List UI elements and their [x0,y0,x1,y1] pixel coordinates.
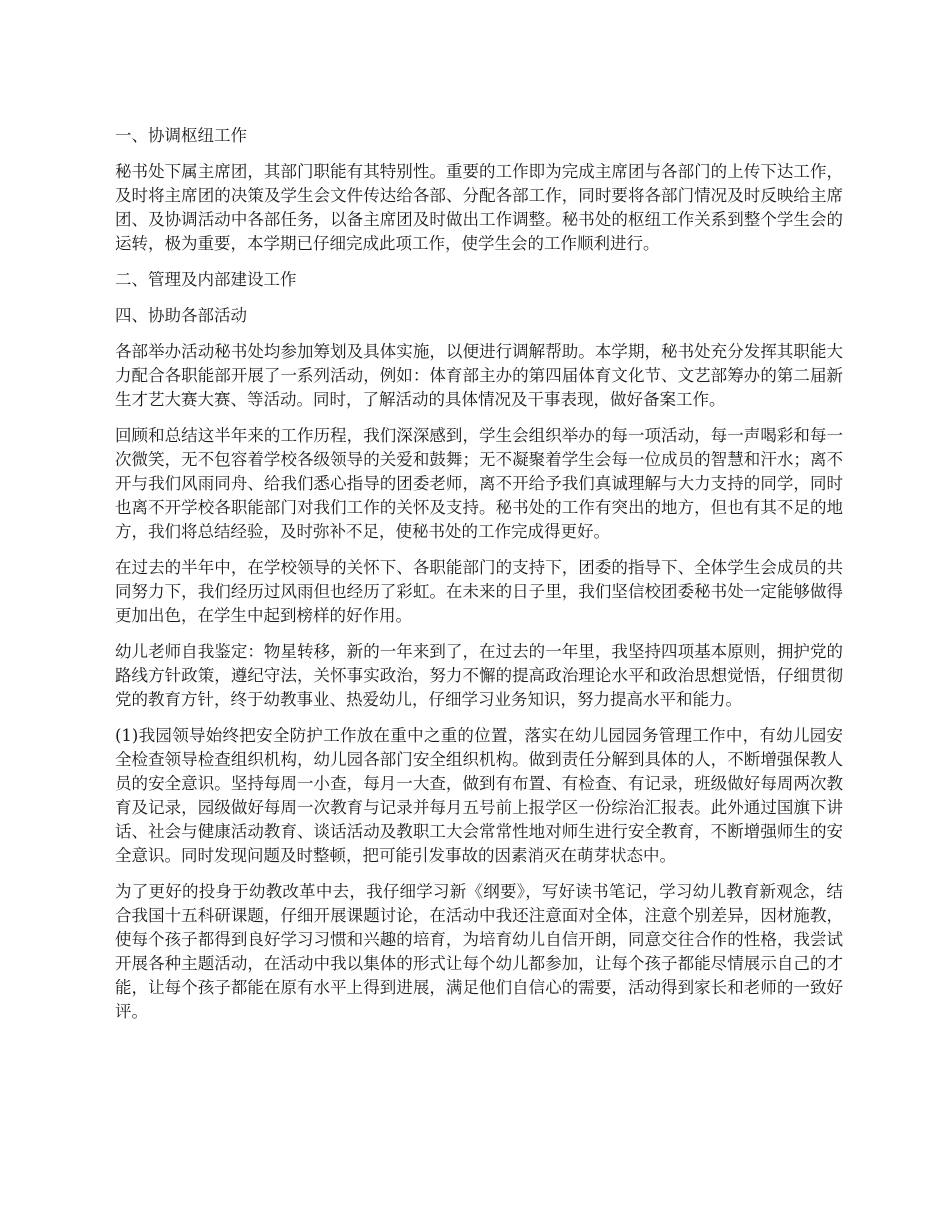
paragraph-review: 回顾和总结这半年来的工作历程，我们深深感到，学生会组织举办的每一项活动，每一声喝彩和每一次微笑，无不包容着学校各级领导的关爱和鼓舞；无不凝聚着学生会每一位成员的智慧和汗水；离不开与我们风雨同舟、给我们悉心指导的团委老师，离不开给予我们真诚理解与大力支持的同学，同时也离不开学校各职能部门对我们工作的关怀及支持。秘书处的工作有突出的地方，但也有其不足的地方，我们将总结经验，及时弥补不足，使秘书处的工作完成得更好。 [115,426,843,541]
paragraph-coordination: 秘书处下属主席团，其部门职能有其特别性。重要的工作即为完成主席团与各部门的上传下达工作，及时将主席团的决策及学生会文件传达给各部、分配各部工作，同时要将各部门情况及时反映给主席团、及协调活动中各部任务，以备主席团及时做出工作调整。秘书处的枢纽工作关系到整个学生会的运转，极为重要，本学期已仔细完成此项工作，使学生会的工作顺利进行。 [115,162,843,253]
document-body [115,124,843,1036]
paragraph-past-half-year: 在过去的半年中，在学校领导的关怀下、各职能部门的支持下，团委的指导下、全体学生会成员的共同努力下，我们经历过风雨但也经历了彩虹。在未来的日子里，我们坚信校团委秘书处一定能够做得更加出色，在学生中起到榜样的好作用。 [115,558,843,625]
paragraph-education-reform: 为了更好的投身于幼教改革中去，我仔细学习新《纲要》，写好读书笔记，学习幼儿教育新观念，结合我国十五科研课题，仔细开展课题讨论，在活动中我还注意面对全体，注意个别差异，因材施教，使每个孩子都得到良好学习习惯和兴趣的培育，为培育幼儿自信开朗，同意交往合作的性格，我尝试开展各种主题活动，在活动中我以集体的形式让每个幼儿都参加，让每个孩子都能尽情展示自己的才能，让每个孩子都能在原有水平上得到进展，满足他们自信心的需要，活动得到家长和老师的一致好评。 [115,882,843,1021]
section-heading-assist-activities: 四、协助各部活动 [115,306,247,325]
section-heading-coordination: 一、协调枢纽工作 [115,126,247,145]
section-heading-management: 二、管理及内部建设工作 [115,270,297,289]
paragraph-assist-activities: 各部举办活动秘书处均参加筹划及具体实施，以便进行调解帮助。本学期，秘书处充分发挥其职能大力配合各职能部开展了一系列活动，例如：体育部主办的第四届体育文化节、文艺部筹办的第二届新生才艺大赛大赛、等活动。同时，了解活动的具体情况及干事表现，做好备案工作。 [115,342,843,409]
paragraph-teacher-self-assessment: 幼儿老师自我鉴定：物星转移，新的一年来到了，在过去的一年里，我坚持四项基本原则，拥护党的路线方针政策，遵纪守法，关怀事实政治，努力不懈的提高政治理论水平和政治思想觉悟，仔细贯彻党的教育方针，终于幼教事业、热爱幼儿，仔细学习业务知识，努力提高水平和能力。 [115,642,843,709]
paragraph-safety-work: (1)我园领导始终把安全防护工作放在重中之重的位置，落实在幼儿园园务管理工作中，有幼儿园安全检查领导检查组织机构，幼儿园各部门安全组织机构。做到责任分解到具体的人，不断增强保教人员的安全意识。坚持每周一小查，每月一大查，做到有布置、有检查、有记录，班级做好每周两次教育及记录，园级做好每周一次教育与记录并每月五号前上报学区一份综治汇报表。此外通过国旗下讲话、社会与健康活动教育、谈话活动及教职工大会常常性地对师生进行安全教育，不断增强师生的安全意识。同时发现问题及时整顿，把可能引发事故的因素消灭在萌芽状态中。 [115,726,843,865]
